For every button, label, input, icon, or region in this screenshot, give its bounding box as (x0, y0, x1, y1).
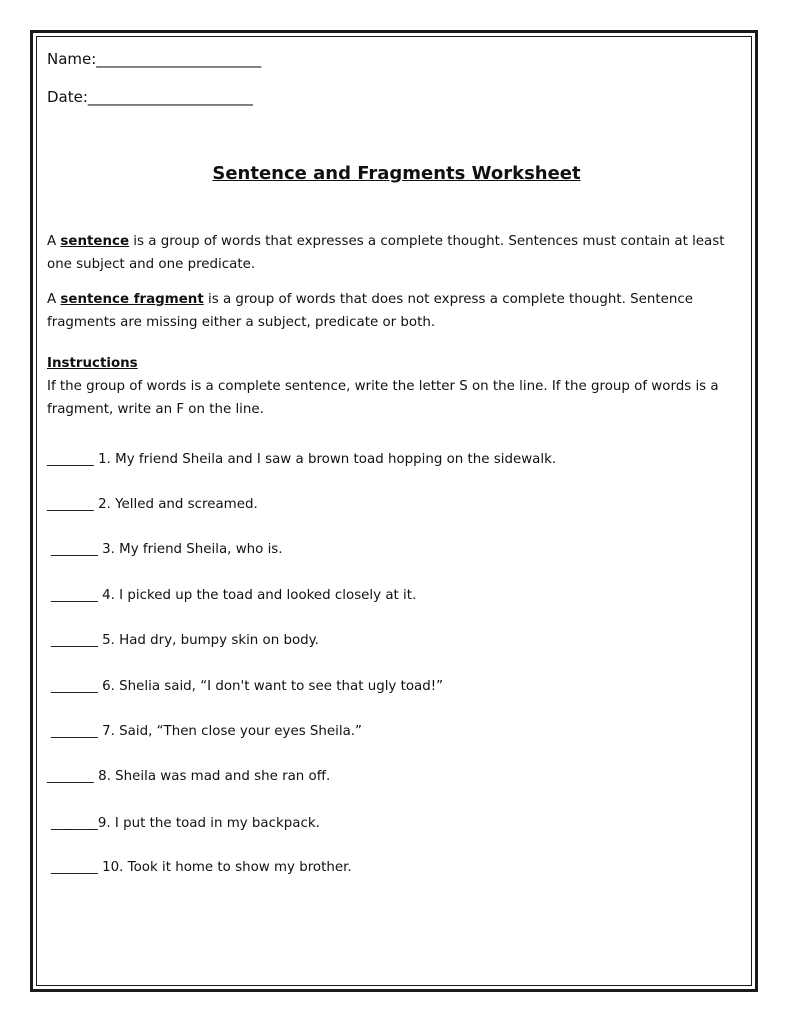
date-line: Date:______________________ (47, 88, 253, 106)
item-4: _______ 4. I picked up the toad and looked closely at it. (51, 588, 417, 603)
term-sentence: sentence (60, 234, 130, 249)
item-8: _______ 8. Sheila was mad and she ran off. (47, 769, 331, 784)
instructions-heading: Instructions (47, 356, 138, 371)
item-5: _______ 5. Had dry, bumpy skin on body. (51, 633, 319, 648)
term-sentence-fragment: sentence fragment (60, 292, 204, 307)
item-7: _______ 7. Said, “Then close your eyes Sheila.” (51, 724, 362, 739)
name-line: Name:______________________ (47, 50, 262, 68)
worksheet-title: Sentence and Fragments Worksheet (212, 163, 581, 184)
item-3: _______ 3. My friend Sheila, who is. (51, 542, 283, 557)
instructions-text: If the group of words is a complete sentence, write the letter S on the line. If the group of words is a fragment, write an F on the line. (47, 379, 719, 417)
fragment-definition: A sentence fragment is a group of words that does not express a complete thought. Sentence fragments are missing either a subject, predicate or both. (47, 292, 693, 330)
item-9: _______9. I put the toad in my backpack. (51, 816, 320, 831)
sentence-definition: A sentence is a group of words that expresses a complete thought. Sentences must contain at least one subject and one predicate. (47, 234, 725, 272)
item-6: _______ 6. Shelia said, “I don't want to see that ugly toad!” (51, 679, 444, 694)
item-2: _______ 2. Yelled and screamed. (47, 497, 258, 512)
item-1: _______ 1. My friend Sheila and I saw a brown toad hopping on the sidewalk. (47, 452, 557, 467)
item-10: _______ 10. Took it home to show my brother. (51, 860, 352, 875)
